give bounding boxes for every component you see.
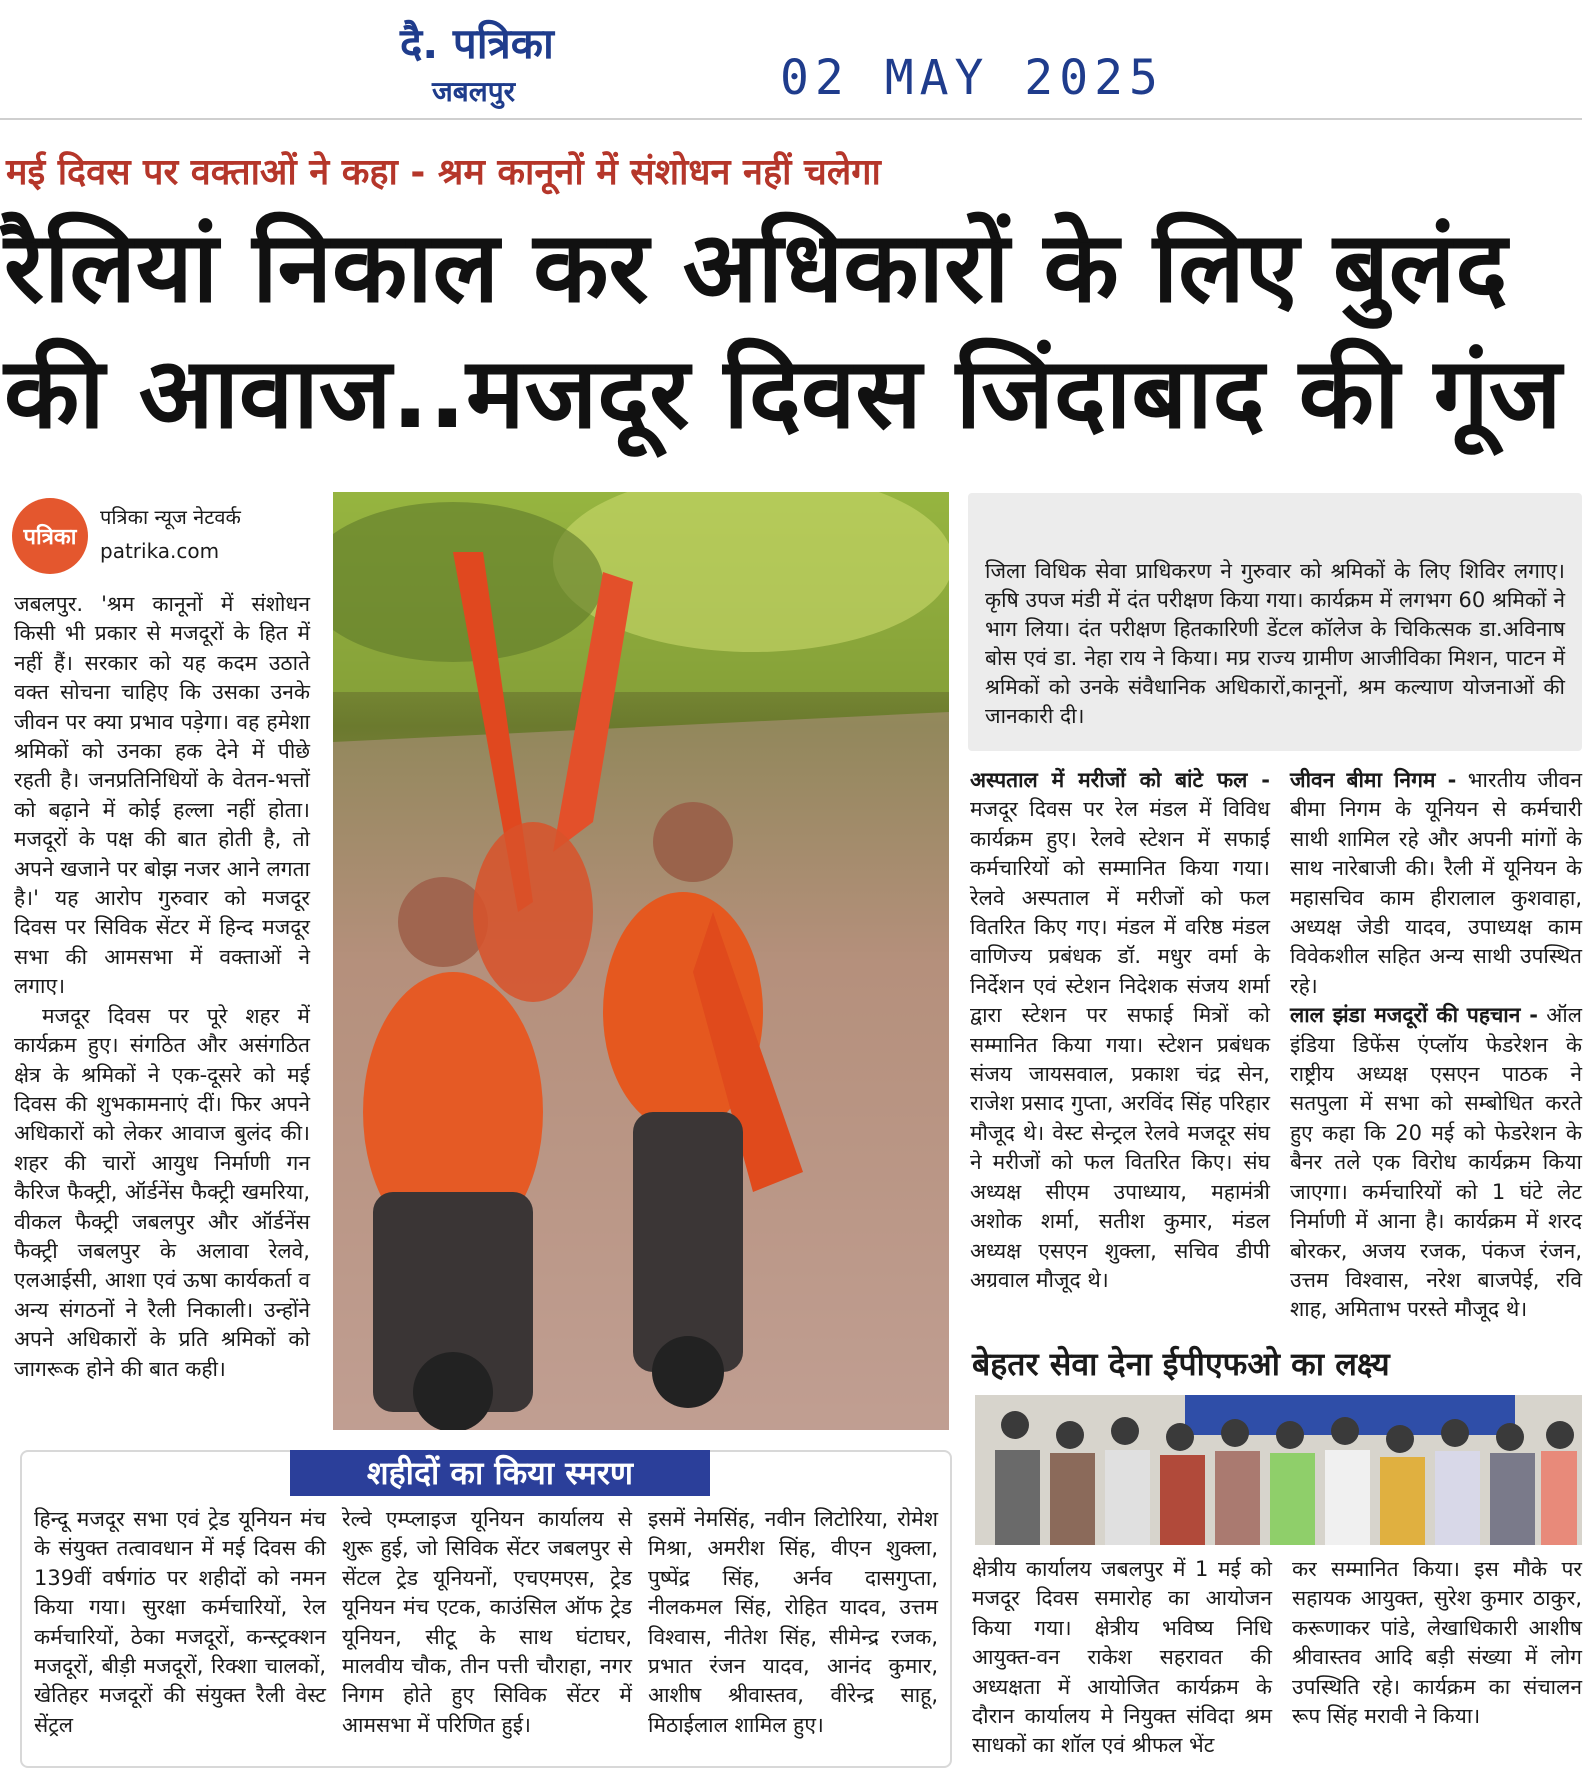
epfo-photo-image <box>975 1395 1582 1545</box>
red-flag-title: लाल झंडा मजदूरों की पहचान - <box>1290 1003 1538 1028</box>
byline-network: पत्रिका न्यूज नेटवर्क <box>100 505 241 529</box>
camp-body-text: जिला विधिक सेवा प्राधिकरण ने गुरुवार को श्रमिकों के लिए शिविर लगाए। कृषि उपज मंडी में दंत परीक्षण किया गया। कार्यक्रम में लगभग 60 श्रमिकों ने भाग लिया। दंत परीक्षण हितकारिणी डेंटल कॉलेज के चिकित्सक डा.अविनाष बोस एवं डा. नेहा राय ने किया। मप्र राज्य ग्रामीण आजीविका मिशन, पाटन में श्रमिकों को उनके संवैधानिक अधिकारों,कानूनों, श्रम कल्याण योजनाओं की जानकारी दी। <box>985 559 1565 728</box>
byline <box>100 500 241 568</box>
lic-title: जीवन बीमा निगम - <box>1290 768 1457 792</box>
camp-body <box>985 557 1565 731</box>
martyrs-col-3 <box>648 1505 938 1740</box>
lic-section <box>1290 766 1582 1325</box>
masthead-title: दै. पत्रिका <box>400 19 554 68</box>
martyrs-col-2-text: रेल्वे एम्प्लाइज यूनियन कार्यालय से शुरू हुई, जो सिविक सेंटर जबलपुर से सेंटल ट्रेड यूनियनों, एचएमएस, ट्रेड यूनियन मंच एटक, काउंसिल ऑफ ट्रेड यूनियन, सीटू के साथ घंटाघर, मालवीय चौक, तीन पत्ती चौराहा, नगर निगम होते हुए सिविक सेंटर में आमसभा में परिणित हुई। <box>342 1507 632 1737</box>
hospital-title: अस्पताल में मरीजों को बांटे फल - <box>970 768 1270 792</box>
rally-photo <box>333 492 949 1430</box>
byline-site: patrika.com <box>100 539 220 563</box>
date-stamp: 02 MAY 2025 <box>780 50 1164 106</box>
main-story <box>14 590 310 1384</box>
main-story-p2: मजदूर दिवस पर पूरे शहर में कार्यक्रम हुए। संगठित और असंगठित क्षेत्र के श्रमिकों ने एक-दूसरे को मई दिवस की शुभकामनाएं दीं। फिर अपने अधिकारों को लेकर आवाज बुलंद की। शहर की चारों आयुध निर्माणी गन कैरिज फैक्ट्री, ऑर्डनेंस फैक्ट्री खमरिया, वीकल फैक्ट्री जबलपुर और ऑर्डनेंस फैक्ट्री जबलपुर के अलावा रेलवे, एलआईसी, आशा एवं ऊषा कार्यकर्ता व अन्य संगठनों ने रैली निकाली। उन्होंने अपने अधिकारों के प्रति श्रमिकों को जागरूक होने की बात कही। <box>14 1003 310 1381</box>
lic-body: भारतीय जीवन बीमा निगम के यूनियन से कर्मचारी साथी शामिल रहे और अपनी मांगों के साथ नारेबाजी की। रैली में यूनियन के महासचिव काम हीरालाल कुशवाहा, अध्यक्ष जेडी यादव, उपाध्यक्ष काम विवेकशील सहित अन्य साथी उपस्थित रहे। <box>1290 768 1582 998</box>
main-headline: रैलियां निकाल कर अधिकारों के लिए बुलंद की आवाज..मजदूर दिवस जिंदाबाद की गूंज <box>4 211 1562 451</box>
martyrs-title: शहीदों का किया स्मरण <box>290 1450 710 1496</box>
martyrs-col-1 <box>34 1505 326 1740</box>
epfo-col-1-text: क्षेत्रीय कार्यालय जबलपुर में 1 मई को मजदूर दिवस समारोह का आयोजन किया गया। क्षेत्रीय भविष्य निधि आयुक्त-वन राकेश सहरावत की अध्यक्षता में आयोजित कार्यक्रम के दौरान कार्यालय मे नियुक्त संविदा श्रम साधकों का शॉल एवं श्रीफल भेंट <box>972 1557 1272 1758</box>
masthead-city: जबलपुर <box>432 75 516 108</box>
kicker-line: मई दिवस पर वक्ताओं ने कहा - श्रम कानूनों में संशोधन नहीं चलेगा <box>6 152 881 193</box>
hospital-body: मजदूर दिवस पर रेल मंडल में विविध कार्यक्रम हुए। रेलवे स्टेशन में सफाई कर्मचारियों को सम्मानित किया गया। रेलवे अस्पताल में मरीजों को फल वितरित किए गए। मंडल में वरिष्ठ मंडल वाणिज्य प्रबंधक डॉ. मधुर वर्मा के निर्देशन एवं स्टेशन निदेशक संजय शर्मा द्वारा स्टेशन पर सफाई मित्रों को सम्मानित किया गया। स्टेशन प्रबंधक संजय जायसवाल, प्रकाश चंद्र सेन, राजेश प्रसाद गुप्ता, अरविंद सिंह परिहार मौजूद थे। वेस्ट सेन्ट्रल रेलवे मजदूर संघ ने मरीजों को फल वितरित किए। संघ अध्यक्ष सीएम उपाध्याय, महामंत्री अशोक शर्मा, सतीश कुमार, मंडल अध्यक्ष एसएन शुक्ला, सचिव डीपी अग्रवाल मौजूद थे। <box>970 797 1270 1292</box>
patrika-logo: पत्रिका <box>12 498 88 574</box>
martyrs-col-1-text: हिन्दू मजदूर सभा एवं ट्रेड यूनियन मंच के संयुक्त तत्वावधान में मई दिवस की 139वीं वर्षगांठ पर शहीदों को नमन किया गया। सुरक्षा कर्मचारियों, रेल कर्मचारियों, ठेका मजदूरों, कन्स्ट्रक्शन मजदूरों, बीड़ी मजदूरों, रिक्शा चालकों, खेतिहर मजदूरों की संयुक्त रैली वेस्ट सेंट्रल <box>34 1507 326 1737</box>
epfo-col-2 <box>1292 1555 1582 1731</box>
epfo-col-2-text: कर सम्मानित किया। इस मौके पर सहायक आयुक्त, सुरेश कुमार ठाकुर, करूणाकर पांडे, लेखाधिकारी आशीष श्रीवास्तव आदि बड़ी संख्या में लोग उपस्थिति रहे। कार्यक्रम का संचालन रूप सिंह मरावी ने किया। <box>1292 1557 1582 1729</box>
hospital-section <box>970 766 1270 1295</box>
main-story-p1: जबलपुर. 'श्रम कानूनों में संशोधन किसी भी प्रकार से मजदूरों के हित में नहीं हैं। सरकार को यह कदम उठाते वक्त सोचना चाहिए कि उसका उनके जीवन पर क्या प्रभाव पड़ेगा। वह हमेशा श्रमिकों को उनका हक देने में पीछे रहती है। जनप्रतिनिधियों के वेतन-भत्तों को बढ़ाने में कोई हल्ला नहीं होता। मजदूरों के पक्ष की बात होती है, तो अपने खजाने पर बोझ नजर आने लगता है।' यह आरोप गुरुवार को मजदूर दिवस पर सिविक सेंटर में हिन्द मजदूर सभा की आमसभा में वक्ताओं ने लगाए। <box>14 592 310 999</box>
epfo-title: बेहतर सेवा देना ईपीएफओ का लक्ष्य <box>972 1345 1390 1383</box>
rally-photo-image <box>333 492 949 1430</box>
epfo-photo <box>975 1395 1582 1545</box>
epfo-col-1 <box>972 1555 1272 1761</box>
red-flag-body: ऑल इंडिया डिफेंस एंप्लॉय फेडरेशन के राष्ट्रीय अध्यक्ष एसएन पाठक ने सतपुला में सभा को सम्बोधित करते हुए कहा कि 20 मई को फेडरेशन के बैनर तले एक विरोध कार्यक्रम किया जाएगा। कर्मचारियों को 1 घंटे लेट निर्माणी में आना है। कार्यक्रम में शरद बोरकर, अजय रजक, पंकज रंजन, उत्तम विश्वास, नरेश बाजपेई, रवि शाह, अमिताभ परस्ते मौजूद थे। <box>1290 1003 1582 1322</box>
martyrs-col-3-text: इसमें नेमसिंह, नवीन लिटोरिया, रोमेश मिश्रा, अमरीश सिंह, वीएन शुक्ला, पुष्पेंद्र सिंह, अर्नव दासगुप्ता, नीलकमल सिंह, रोहित यादव, उत्तम विश्वास, नीतेश सिंह, सीमेन्द्र रजक, प्रभात रंजन यादव, आनंद कुमार, आशीष श्रीवास्तव, वीरेन्द्र साहू, मिठाईलाल शामिल हुए। <box>648 1507 938 1737</box>
martyrs-col-2 <box>342 1505 632 1740</box>
